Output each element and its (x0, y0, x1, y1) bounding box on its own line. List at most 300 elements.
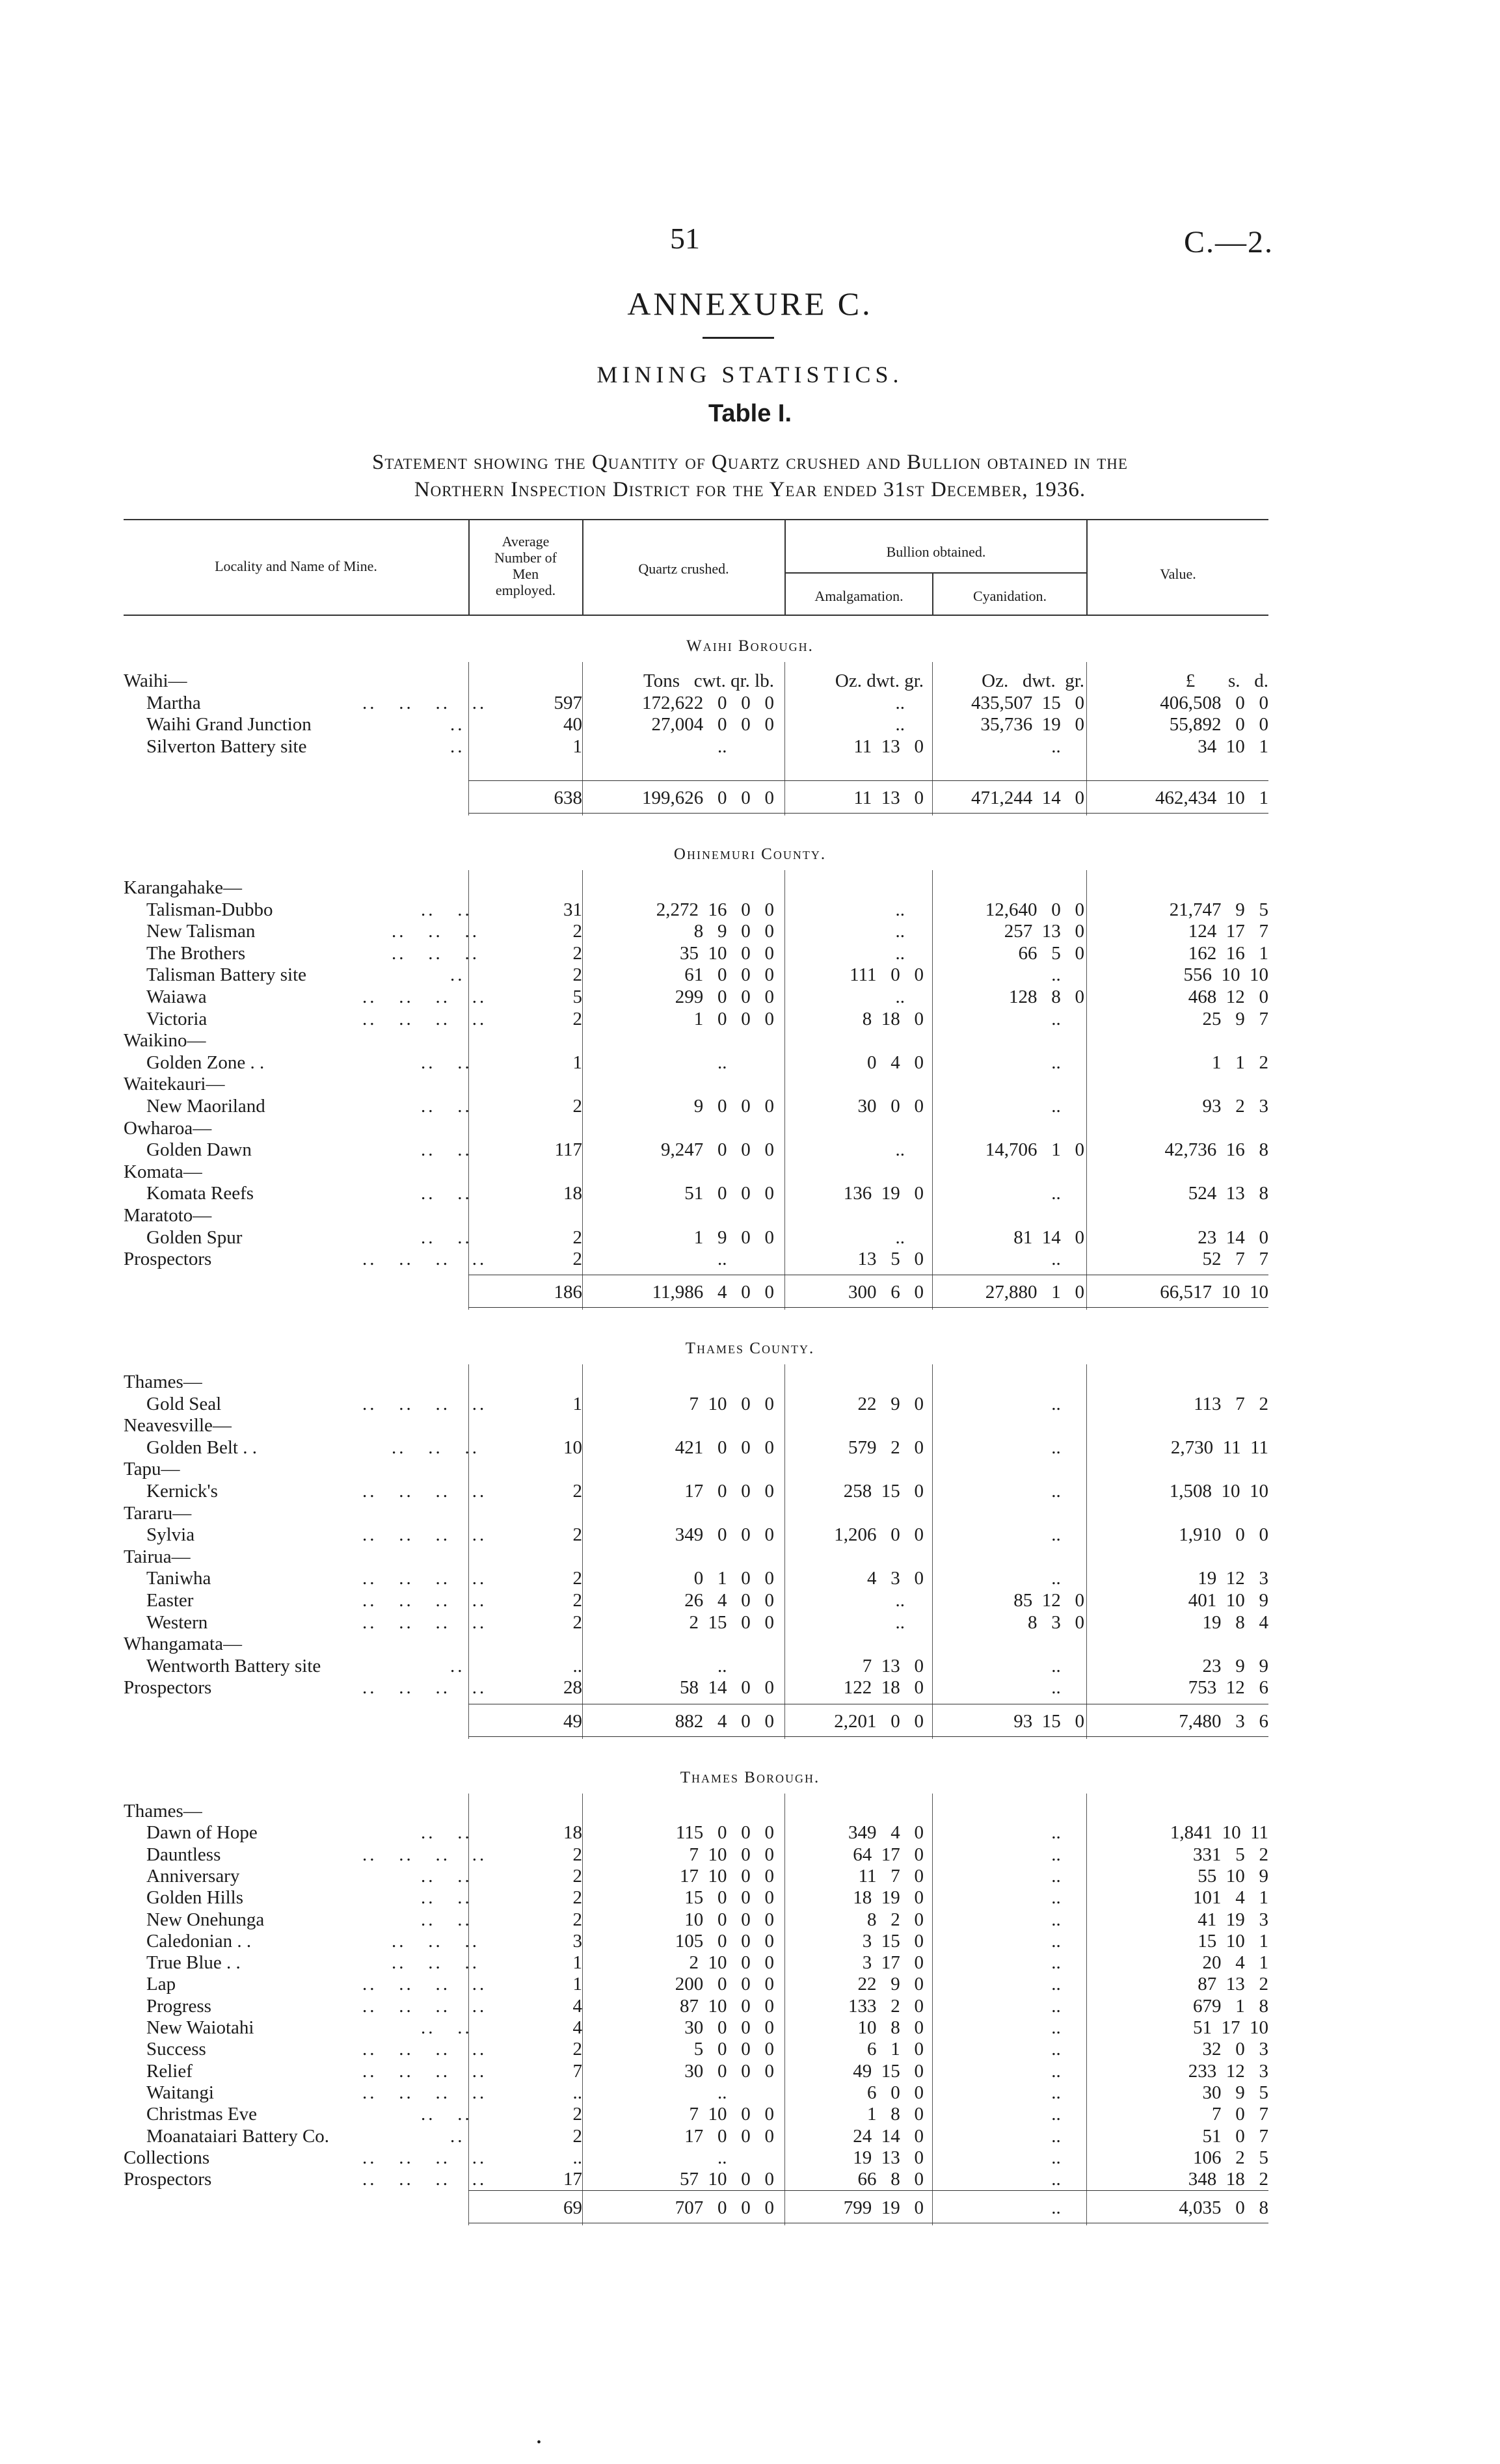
value-amount: 348 18 2 (1188, 2169, 1268, 2190)
table-row (0, 1589, 1500, 1611)
leader-dots: .. .. .. .. (362, 1249, 487, 1270)
men-count: 117 (554, 1139, 582, 1161)
cyanidation-value: .. (1051, 1952, 1084, 1974)
cyanidation-value: .. (1051, 1568, 1084, 1589)
men-count: .. (572, 1655, 582, 1676)
table-row (0, 2017, 1500, 2039)
amalgamation-value: 258 15 0 (843, 1481, 924, 1502)
mine-name: Dauntless (146, 1844, 221, 1865)
mine-name: Relief (146, 2060, 193, 2082)
mine-name: Maratoto— (124, 1205, 212, 1226)
section-title: Thames Borough. (680, 1769, 820, 1786)
men-count: 1 (572, 1974, 582, 1995)
table-row (0, 1117, 1500, 1139)
table-row (0, 1204, 1500, 1226)
amalgamation-value: .. (895, 1226, 924, 1248)
value-amount: 15 10 1 (1198, 1930, 1268, 1952)
table-row (0, 2060, 1500, 2082)
men-count: 2 (572, 942, 582, 964)
men-count: 1 (572, 735, 582, 757)
men-count: 28 (563, 1677, 582, 1699)
section-title: Waihi Borough. (686, 637, 814, 655)
quartz-crushed: 0 1 0 0 (693, 1568, 774, 1589)
leader-dots: .. .. .. .. (362, 2082, 487, 2103)
value-amount: 87 13 2 (1198, 1974, 1268, 1995)
cyanidation-value: .. (1051, 1393, 1084, 1414)
amalgamation-value: 18 19 0 (853, 1887, 924, 1909)
leader-dots: .. (450, 2125, 465, 2147)
value-amount: 51 0 7 (1202, 2125, 1268, 2147)
value-amount: 468 12 0 (1188, 987, 1268, 1007)
quartz-crushed: 115 0 0 0 (675, 1822, 774, 1844)
table-row (0, 735, 1500, 758)
leader-dots: .. (450, 964, 465, 986)
mine-name: New Onehunga (146, 1909, 265, 1930)
table-row (0, 2125, 1500, 2147)
men-count: 1 (572, 1052, 582, 1073)
mine-name: Waikino— (124, 1030, 206, 1052)
total-men-count: 69 (563, 2197, 582, 2218)
men-count: 2 (572, 1008, 582, 1029)
men-count: 40 (563, 714, 582, 735)
table-row (0, 670, 1500, 692)
value-amount: 401 10 9 (1188, 1590, 1268, 1611)
value-amount: 19 8 4 (1202, 1611, 1268, 1633)
table-row (0, 1952, 1500, 1974)
cyanidation-value: .. (1051, 1249, 1084, 1270)
table-row (0, 899, 1500, 921)
mine-name: Waihi— (124, 670, 187, 691)
value-amount: 55,892 0 0 (1169, 714, 1268, 735)
leader-dots: .. .. .. .. (362, 2147, 487, 2168)
table-row (0, 1865, 1500, 1887)
table-row (0, 1930, 1500, 1952)
leader-dots: .. .. (421, 1139, 472, 1161)
table-row (0, 1887, 1500, 1909)
men-count: 2 (572, 1611, 582, 1633)
men-count: 2 (572, 921, 582, 942)
leader-dots: .. .. (421, 1052, 472, 1073)
value-amount: 32 0 3 (1202, 2039, 1268, 2060)
amalgamation-value: .. (895, 899, 924, 920)
table-row (0, 1371, 1500, 1393)
value-amount: 19 12 3 (1198, 1568, 1268, 1589)
leader-dots: .. (450, 735, 465, 757)
mine-name: Moanataiari Battery Co. (146, 2125, 330, 2147)
table-row (0, 1139, 1500, 1161)
men-count: 2 (572, 1568, 582, 1589)
cyanidation-value: .. (1051, 1524, 1084, 1546)
quartz-crushed: 27,004 0 0 0 (651, 714, 774, 735)
mine-name: Karangahake— (124, 877, 242, 898)
amalgamation-value: 1 8 0 (867, 2104, 924, 2125)
table-row (0, 986, 1500, 1008)
total-value-amount: 66,517 10 10 (1160, 1282, 1268, 1303)
leader-dots: .. .. .. .. (362, 1590, 487, 1611)
mine-name: New Waiotahi (146, 2017, 254, 2038)
quartz-crushed: .. (717, 2082, 774, 2103)
leader-dots: .. .. .. (392, 942, 479, 964)
leader-dots: .. .. .. .. (362, 2169, 487, 2190)
section-title: Thames County. (685, 1340, 815, 1357)
leader-dots: .. .. .. (392, 1952, 479, 1974)
mine-name: Lap (146, 1974, 176, 1995)
mine-name: Thames— (124, 1371, 202, 1392)
value-amount: 106 2 5 (1193, 2147, 1268, 2168)
total-cyanidation-value: 27,880 1 0 (985, 1282, 1084, 1303)
value-amount: 30 9 5 (1202, 2082, 1268, 2103)
leader-dots: .. .. (421, 1822, 472, 1844)
header-top-rule (124, 519, 1268, 520)
mine-name: Sylvia (146, 1524, 195, 1546)
mine-name: Golden Dawn (146, 1139, 252, 1161)
mine-name: Prospectors (124, 1249, 212, 1270)
table-row (0, 1029, 1500, 1052)
value-amount: 1 1 2 (1212, 1052, 1268, 1073)
value-amount: 1,508 10 10 (1169, 1481, 1268, 1502)
total-value-amount: 7,480 3 6 (1179, 1711, 1268, 1732)
men-count: 2 (572, 1590, 582, 1611)
table-row (0, 1995, 1500, 2017)
cyanidation-value: 12,640 0 0 (985, 899, 1084, 920)
quartz-crushed: 61 0 0 0 (684, 964, 774, 986)
men-count: 2 (572, 1887, 582, 1909)
quartz-crushed: 9,247 0 0 0 (661, 1139, 774, 1161)
leader-dots: .. .. (421, 1096, 472, 1117)
table-row (0, 1800, 1500, 1822)
men-count: 18 (563, 1183, 582, 1204)
quartz-crushed: 105 0 0 0 (675, 1930, 774, 1952)
total-quartz-crushed: 882 4 0 0 (675, 1711, 774, 1732)
cyanidation-value: .. (1051, 1844, 1084, 1865)
mine-name: Wentworth Battery site (146, 1655, 321, 1676)
header-value: Value. (1160, 566, 1196, 582)
total-amalgamation-value: 2,201 0 0 (834, 1711, 924, 1732)
mine-name: Western (146, 1611, 208, 1633)
total-men-count: 186 (554, 1282, 582, 1303)
men-count: 7 (572, 2060, 582, 2082)
leader-dots: .. (450, 1655, 465, 1676)
cyanidation-value: 14,706 1 0 (985, 1139, 1084, 1161)
amalgamation-value: .. (895, 921, 924, 942)
value-amount: 753 12 6 (1188, 1677, 1268, 1699)
header-men (470, 533, 582, 598)
bottom-mark: • (537, 2435, 542, 2450)
annexure-title: ANNEXURE C. (627, 285, 873, 322)
quartz-crushed: .. (717, 2147, 774, 2168)
leader-dots: .. .. .. (392, 921, 479, 942)
quartz-crushed: .. (717, 1655, 774, 1676)
cyanidation-value: .. (1051, 1052, 1084, 1073)
amalgamation-value: 24 14 0 (853, 2125, 924, 2147)
mine-name: Waitangi (146, 2082, 214, 2103)
mine-name: Christmas Eve (146, 2104, 257, 2125)
men-count: 2 (572, 1865, 582, 1887)
statement-heading (91, 449, 1409, 503)
cyanidation-value: 435,507 15 0 (971, 692, 1084, 713)
quartz-crushed: 7 10 0 0 (689, 2104, 774, 2125)
mine-name: Golden Zone . . (146, 1052, 265, 1073)
cyanidation-value: .. (1051, 2125, 1084, 2147)
value-amount: 524 13 8 (1188, 1183, 1268, 1204)
quartz-crushed: 172,622 0 0 0 (642, 692, 774, 713)
total-men-count: 638 (554, 788, 582, 808)
leader-dots: .. .. .. .. (362, 1974, 487, 1995)
cyanidation-value: .. (1051, 1481, 1084, 1502)
cyanidation-value: .. (1051, 735, 1084, 757)
amalgamation-value: 30 0 0 (857, 1096, 924, 1117)
value-amount: 406,508 0 0 (1160, 692, 1268, 713)
quartz-crushed: 1 9 0 0 (693, 1226, 774, 1248)
header-men-line-2: Number of (494, 550, 557, 566)
leader-dots: .. .. .. .. (362, 1611, 487, 1633)
quartz-crushed: 9 0 0 0 (693, 1096, 774, 1117)
table-row (0, 1676, 1500, 1699)
value-amount: 51 17 10 (1193, 2017, 1268, 2038)
table-row (0, 1567, 1500, 1589)
mine-name: Waitekauri— (124, 1074, 225, 1095)
cyanidation-value: .. (1051, 2017, 1084, 2038)
quartz-crushed: .. (717, 735, 774, 757)
cyanidation-value: 128 8 0 (1009, 987, 1084, 1007)
mine-name: Tararu— (124, 1502, 192, 1524)
table-row (0, 1437, 1500, 1459)
total-value-amount: 462,434 10 1 (1155, 788, 1268, 808)
quartz-crushed: 2 15 0 0 (689, 1611, 774, 1633)
quartz-crushed: 7 10 0 0 (689, 1393, 774, 1414)
amalgamation-value: 111 0 0 (850, 964, 924, 986)
men-count: .. (572, 2082, 582, 2103)
leader-dots: .. .. .. .. (362, 1677, 487, 1699)
cyanidation-value: .. (1051, 1909, 1084, 1930)
men-count: 18 (563, 1822, 582, 1844)
total-quartz-crushed: 707 0 0 0 (675, 2197, 774, 2218)
value-amount: 113 7 2 (1194, 1393, 1268, 1414)
amalgamation-value: 6 1 0 (867, 2039, 924, 2060)
table-row (0, 1909, 1500, 1931)
quartz-crushed: .. (717, 1052, 774, 1073)
men-count: 2 (572, 1524, 582, 1546)
amalgamation-value: 66 8 0 (857, 2169, 924, 2190)
cyanidation-value: 66 5 0 (1018, 942, 1084, 964)
men-count: 2 (572, 964, 582, 986)
total-row (0, 1281, 1500, 1303)
value-amount: 331 5 2 (1193, 1844, 1268, 1865)
quartz-crushed: 57 10 0 0 (680, 2169, 774, 2190)
amalgamation-value: 0 4 0 (867, 1052, 924, 1073)
leader-dots: .. .. .. .. (362, 1844, 487, 1865)
quartz-crushed: 8 9 0 0 (693, 921, 774, 942)
table-row (0, 1008, 1500, 1030)
leader-dots: .. .. .. .. (362, 692, 487, 713)
men-count: 10 (563, 1437, 582, 1458)
cyanidation-value: .. (1051, 2082, 1084, 2103)
cyanidation-value: .. (1051, 1974, 1084, 1995)
mine-name: Tairua— (124, 1546, 191, 1567)
mine-name: Neavesville— (124, 1415, 232, 1437)
amalgamation-value: 3 17 0 (862, 1952, 924, 1974)
quartz-crushed: 87 10 0 0 (680, 1995, 774, 2017)
men-count: 2 (572, 1844, 582, 1865)
document-reference: C.—2. (1184, 225, 1274, 259)
amalgamation-value: 6 0 0 (867, 2082, 924, 2103)
men-count: 2 (572, 1226, 582, 1248)
value-amount: £ s. d. (1185, 670, 1268, 691)
men-count: .. (572, 2147, 582, 2168)
leader-dots: .. .. .. (392, 1437, 479, 1458)
quartz-crushed: 1 0 0 0 (693, 1008, 774, 1029)
mine-name: Dawn of Hope (146, 1822, 258, 1844)
amalgamation-value: .. (895, 714, 924, 735)
table-row (0, 1414, 1500, 1437)
table-row (0, 1226, 1500, 1249)
amalgamation-value: 8 2 0 (867, 1909, 924, 1930)
mine-name: The Brothers (146, 942, 246, 964)
value-amount: 41 19 3 (1198, 1909, 1268, 1930)
total-row (0, 787, 1500, 809)
value-amount: 679 1 8 (1193, 1995, 1268, 2017)
section-title: Ohinemuri County. (673, 845, 827, 863)
amalgamation-value: 122 18 0 (843, 1677, 924, 1699)
bullion-sub-rule (786, 572, 1086, 574)
cyanidation-value: 81 14 0 (1013, 1226, 1084, 1248)
mine-name: Owharoa— (124, 1117, 212, 1139)
leader-dots: .. .. .. .. (362, 2060, 487, 2082)
total-quartz-crushed: 11,986 4 0 0 (652, 1282, 774, 1303)
table-row (0, 2038, 1500, 2060)
value-amount: 52 7 7 (1202, 1249, 1268, 1270)
men-count: 2 (572, 1909, 582, 1930)
cyanidation-value: .. (1051, 2169, 1084, 2190)
men-count: 2 (572, 1249, 582, 1270)
total-bottom-rule (468, 1307, 1268, 1308)
cyanidation-value: .. (1051, 1822, 1084, 1844)
quartz-crushed: 2,272 16 0 0 (656, 899, 774, 920)
men-count: 597 (554, 692, 582, 713)
cyanidation-value: .. (1051, 1183, 1084, 1204)
amalgamation-value: Oz. dwt. gr. (835, 670, 924, 691)
table-row (0, 1973, 1500, 1995)
men-count: 5 (572, 987, 582, 1007)
table-label: Table I. (708, 400, 792, 427)
leader-dots: .. .. .. .. (362, 2039, 487, 2060)
cyanidation-value: .. (1051, 1437, 1084, 1458)
table-row (0, 1458, 1500, 1480)
mine-name: New Talisman (146, 921, 256, 942)
table-row (0, 1524, 1500, 1546)
quartz-crushed: 200 0 0 0 (675, 1974, 774, 1995)
header-quartz: Quartz crushed. (638, 561, 729, 577)
table-row (0, 1546, 1500, 1568)
leader-dots: .. .. .. (392, 1930, 479, 1952)
leader-dots: .. .. (421, 1865, 472, 1887)
men-count: 17 (563, 2169, 582, 2190)
mine-name: New Maoriland (146, 1096, 265, 1117)
quartz-crushed: 17 10 0 0 (680, 1865, 774, 1887)
quartz-crushed: 30 0 0 0 (684, 2017, 774, 2038)
table-row (0, 1182, 1500, 1204)
statement-line-2: Northern Inspection District for the Year ended 31st December, 1936. (414, 478, 1086, 501)
table-row (0, 877, 1500, 899)
table-row (0, 964, 1500, 986)
table-row (0, 1633, 1500, 1655)
men-count: 2 (572, 1096, 582, 1117)
mine-name: Anniversary (146, 1865, 240, 1887)
table-row (0, 2103, 1500, 2125)
table-row (0, 920, 1500, 942)
page-number: 51 (670, 222, 700, 255)
value-amount: 162 16 1 (1188, 942, 1268, 964)
amalgamation-value: .. (895, 1611, 924, 1633)
header-cyanidation: Cyanidation. (972, 588, 1047, 604)
mine-name: True Blue . . (146, 1952, 241, 1974)
value-amount: 233 12 3 (1188, 2060, 1268, 2082)
mine-name: Martha (146, 692, 201, 713)
table-row (0, 1480, 1500, 1502)
value-amount: 1,841 10 11 (1170, 1822, 1268, 1844)
value-amount: 23 9 9 (1202, 1655, 1268, 1676)
mine-name: Waihi Grand Junction (146, 714, 312, 735)
amalgamation-value: 49 15 0 (853, 2060, 924, 2082)
quartz-crushed: 15 0 0 0 (684, 1887, 774, 1909)
mine-name: Prospectors (124, 2169, 212, 2190)
leader-dots: .. .. .. .. (362, 1393, 487, 1414)
men-count: 4 (572, 2017, 582, 2038)
mine-name: Golden Spur (146, 1226, 243, 1248)
quartz-crushed: 51 0 0 0 (684, 1183, 774, 1204)
cyanidation-value: .. (1051, 2039, 1084, 2060)
table-row (0, 1161, 1500, 1183)
cyanidation-value: .. (1051, 2060, 1084, 2082)
value-amount: 556 10 10 (1183, 964, 1268, 986)
table-row (0, 1844, 1500, 1866)
mine-name: Thames— (124, 1801, 202, 1822)
table-row (0, 1822, 1500, 1844)
header-bullion: Bullion obtained. (886, 544, 986, 560)
quartz-crushed: 10 0 0 0 (684, 1909, 774, 1930)
cyanidation-value: .. (1051, 1008, 1084, 1029)
table-row (0, 942, 1500, 964)
mine-name: Caledonian . . (146, 1930, 252, 1952)
mine-name: Collections (124, 2147, 210, 2168)
table-row (0, 2082, 1500, 2104)
men-count: 1 (572, 1393, 582, 1414)
cyanidation-value: .. (1051, 964, 1084, 986)
leader-dots: .. .. (421, 2104, 472, 2125)
total-amalgamation-value: 300 6 0 (848, 1282, 924, 1303)
table-row (0, 1095, 1500, 1117)
amalgamation-value: 7 13 0 (862, 1655, 924, 1676)
mining-statistics-subtitle: MINING STATISTICS. (596, 362, 904, 388)
mine-name: Victoria (146, 1008, 208, 1029)
cyanidation-value: .. (1051, 1096, 1084, 1117)
table-row (0, 1073, 1500, 1095)
total-row (0, 1710, 1500, 1732)
quartz-crushed: 299 0 0 0 (675, 987, 774, 1007)
amalgamation-value: 11 13 0 (853, 735, 924, 757)
cyanidation-value: .. (1051, 1655, 1084, 1676)
quartz-crushed: 58 14 0 0 (680, 1677, 774, 1699)
header-men-line-3: Men (512, 566, 539, 582)
cyanidation-value: 257 13 0 (1004, 921, 1084, 942)
amalgamation-value: .. (895, 1590, 924, 1611)
leader-dots: .. .. (421, 2017, 472, 2038)
leader-dots: .. .. .. .. (362, 1008, 487, 1029)
amalgamation-value: .. (895, 987, 924, 1007)
quartz-crushed: 30 0 0 0 (684, 2060, 774, 2082)
statement-line-1: Statement showing the Quantity of Quartz crushed and Bullion obtained in the (372, 451, 1128, 474)
quartz-crushed: 421 0 0 0 (675, 1437, 774, 1458)
